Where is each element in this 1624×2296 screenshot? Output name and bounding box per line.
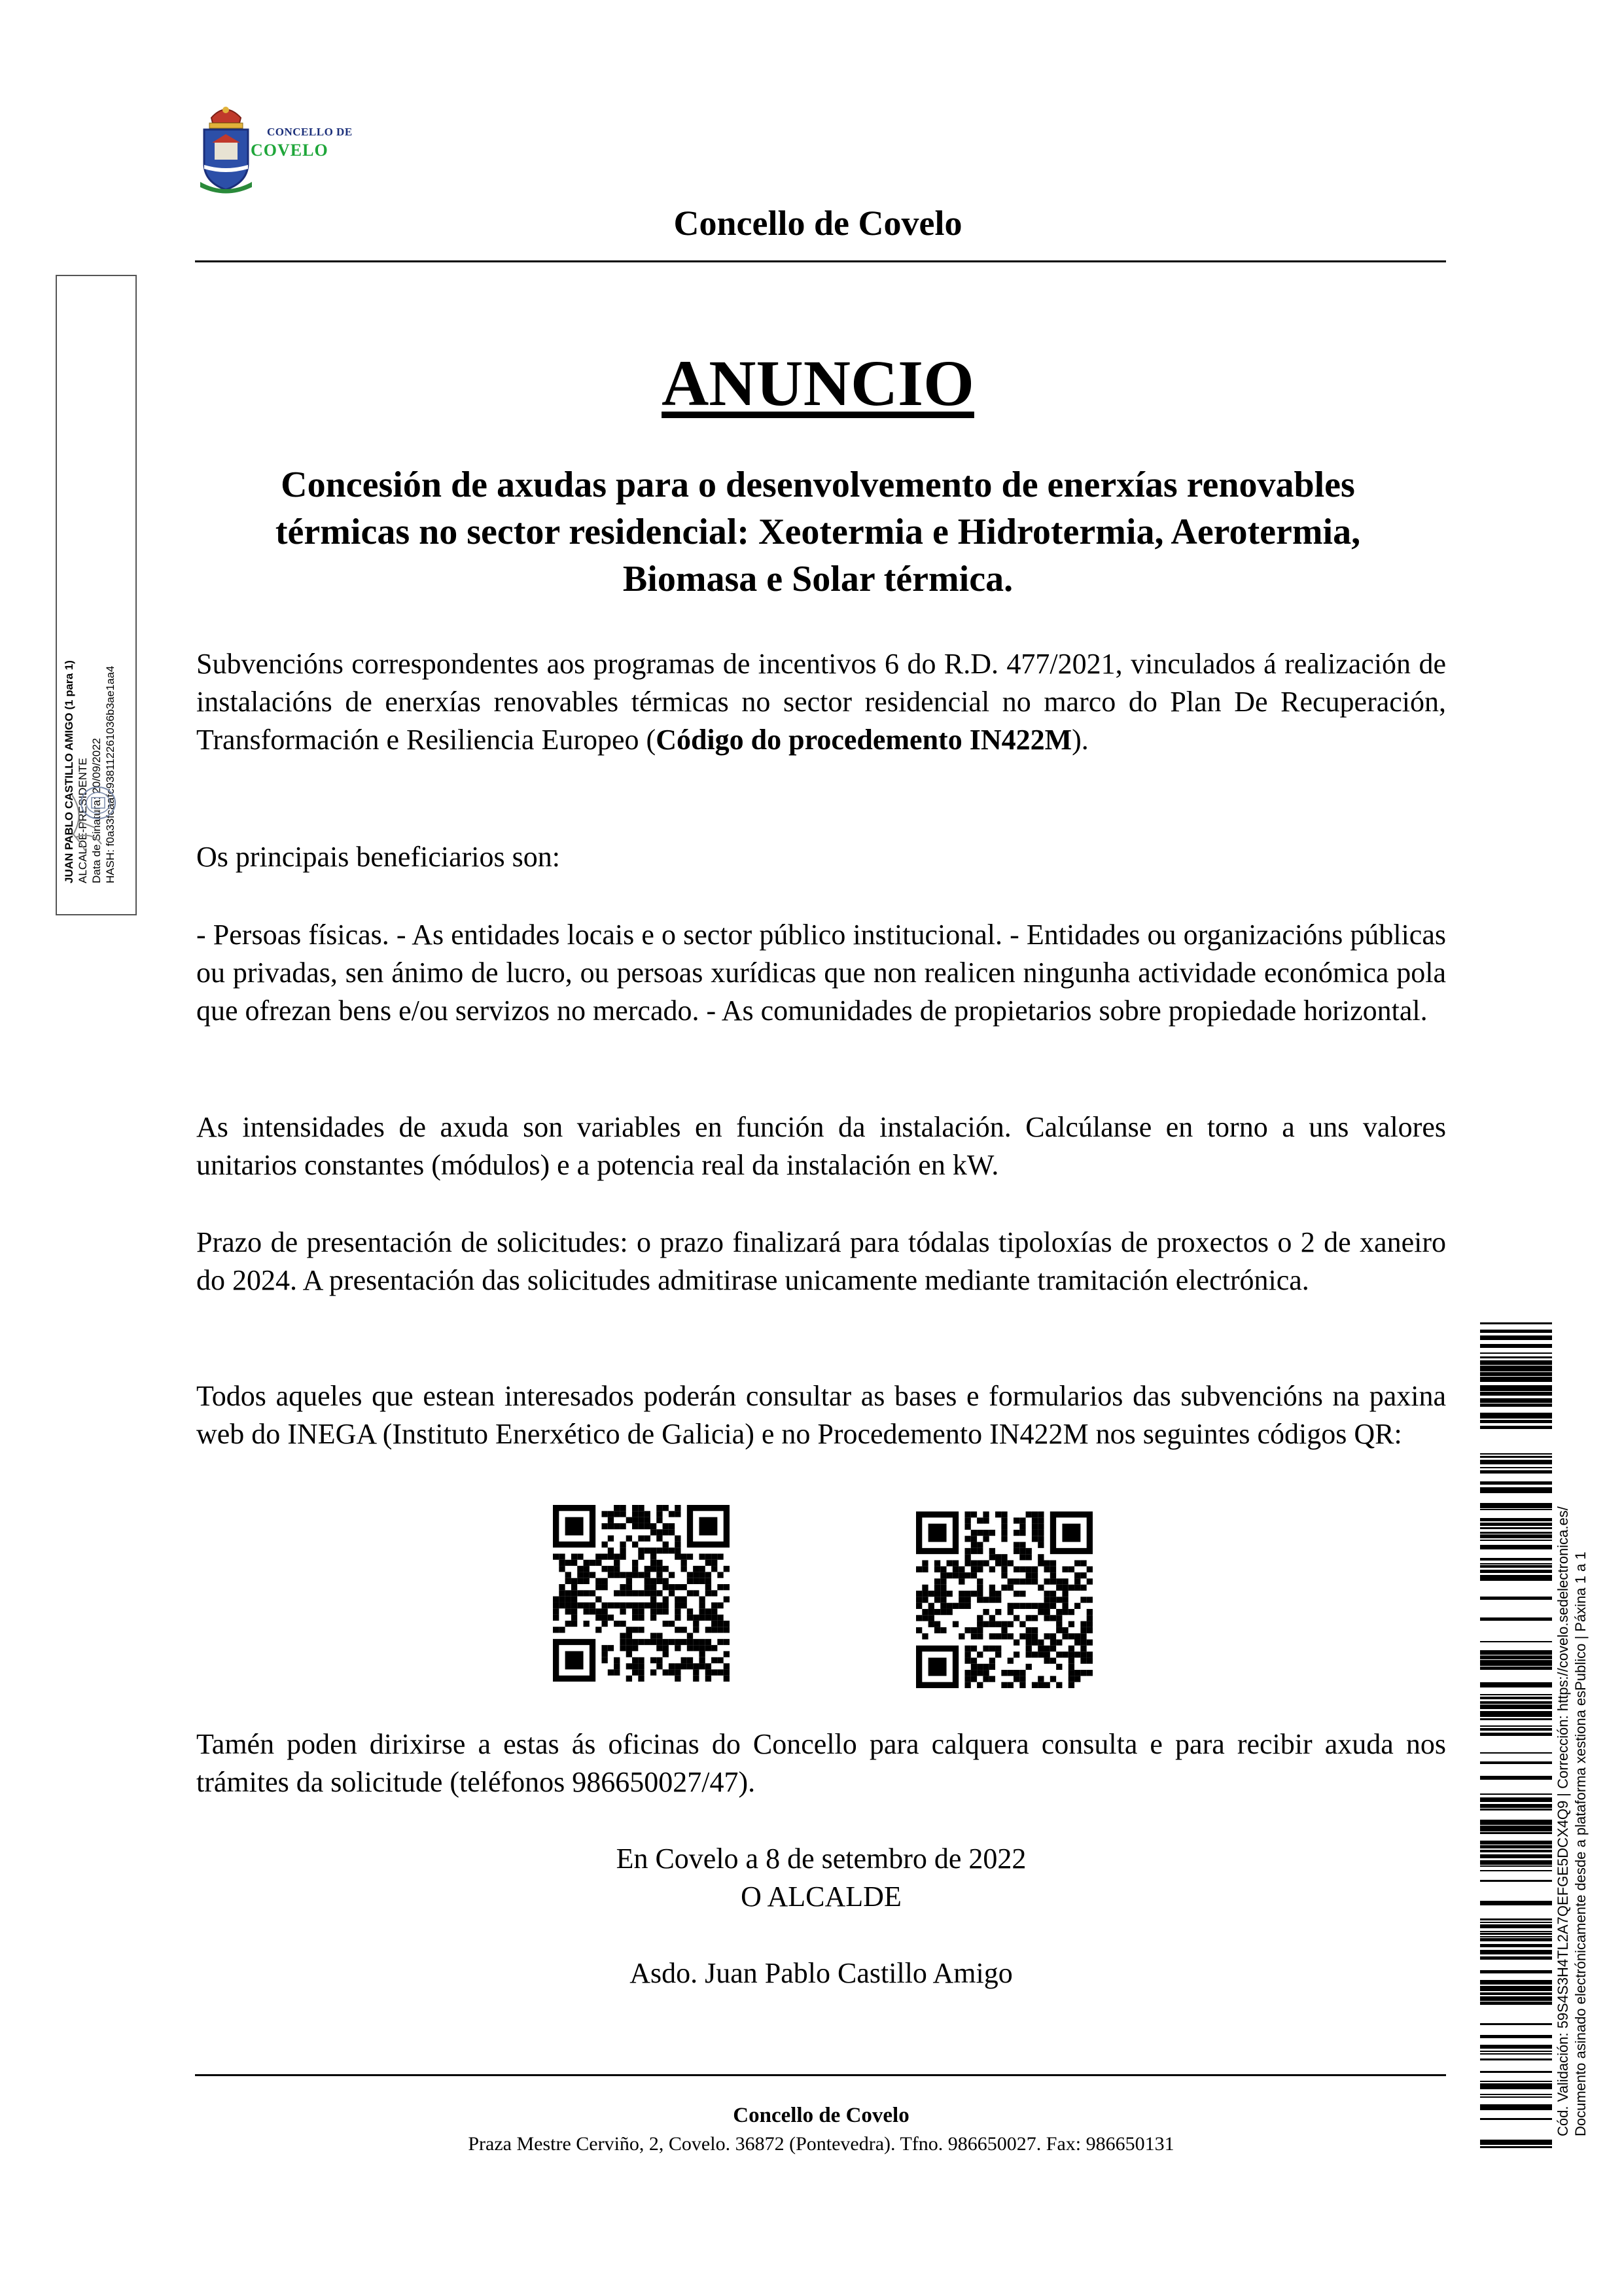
stamp-role: ALCALDE-PRESIDENTE bbox=[77, 758, 89, 883]
procedure-code: Código do procedemento IN422M bbox=[656, 724, 1072, 756]
validation-barcode-icon bbox=[1480, 1318, 1552, 2149]
stamp-date: Data de Sinatura: 20/09/2022 bbox=[90, 737, 103, 883]
paragraph-intensities: As intensidades de axuda son variables en función da instalación. Calcúlanse en torno a uns valores unitarios constantes (módulos) e a potencia real da instalación en kW. bbox=[196, 1111, 1446, 1181]
place-date: En Covelo a 8 de setembro de 2022 bbox=[616, 1843, 1027, 1875]
qr-code-procedure[interactable] bbox=[916, 1511, 1093, 1688]
intro-text: Subvencións correspondentes aos programas de incentivos 6 do R.D. 477/2021, vinculados á realización de instalacións de enerxías renovables térmicas no sector residencial no marco do Plan De Recuperación, Transformación e Resiliencia Europeo ( bbox=[196, 648, 1446, 756]
footer-name: Concello de Covelo bbox=[733, 2104, 909, 2127]
intro-end: ). bbox=[1072, 724, 1089, 756]
header-divider bbox=[195, 260, 1446, 262]
paragraph-deadline: Prazo de presentación de solicitudes: o prazo finalizará para tódalas tipoloxías de proxectos o 2 de xaneiro do 2024. A presentación das solicitudes admitirase unicamente mediante tramitación electrónica. bbox=[196, 1226, 1446, 1296]
paragraph-intro bbox=[196, 645, 1446, 759]
validation-text bbox=[1554, 1318, 1606, 2136]
footer-address: Praza Mestre Cerviño, 2, Covelo. 36872 (Pontevedra). Tfno. 986650027. Fax: 986650131 bbox=[468, 2133, 1174, 2155]
validation-line1: Cód. Validación: 59S4S3H4TL2A7QEFGE5DCX4Q9 | Corrección: https://covelo.sedelectronica.es/ bbox=[1555, 1506, 1571, 2136]
signer-role: O ALCALDE bbox=[741, 1881, 902, 1913]
concello-logo bbox=[195, 98, 365, 196]
logo-line1: CONCELLO DE bbox=[267, 126, 353, 138]
paragraph-contact: Tamén poden dirixirse a estas ás oficinas do Concello para calquera consulta e para recibir axuda nos trámites da solicitude (teléfonos 986650027/47). bbox=[196, 1728, 1446, 1798]
footer-divider bbox=[195, 2074, 1446, 2076]
paragraph-info: Todos aqueles que estean interesados poderán consultar as bases e formularios das subvencións na paxina web do INEGA (Instituto Enerxético de Galicia) e no Procedemento IN422M nos seguintes códigos QR: bbox=[196, 1380, 1446, 1450]
validation-line2: Documento asinado electrónicamente desde a plataforma xestiona esPublico | Páxina 1 a 1 bbox=[1572, 1551, 1589, 2136]
signature-line: Asdo. Juan Pablo Castillo Amigo bbox=[629, 1957, 1013, 1989]
coat-of-arms-icon bbox=[195, 98, 257, 196]
document-subject: Concesión de axudas para o desenvolvemento de enerxías renovables térmicas no sector residencial: Xeotermia e Hidrotermia, Aerotermia, Biomasa e Solar térmica. bbox=[275, 465, 1361, 599]
paragraph-beneficiaries-heading: Os principais beneficiarios son: bbox=[196, 841, 560, 873]
stamp-signer: JUAN PABLO CASTILLO AMIGO (1 para 1) bbox=[63, 660, 75, 883]
stamp-hash: HASH: f0a33fcaafc938112261036b3ae1aa4 bbox=[104, 665, 116, 883]
signature-seal-icon bbox=[65, 782, 119, 854]
header-title: Concello de Covelo bbox=[673, 203, 962, 243]
logo-line2: COVELO bbox=[251, 141, 328, 160]
paragraph-beneficiaries: - Persoas físicas. - As entidades locais e o sector público institucional. - Entidades ou organizacións públicas ou privadas, sen ánimo de lucro, ou persoas xurídicas que non realicen ningunha actividade económica pola que ofrezan bens e/ou servizos no mercado. - As comunidades de propietarios sobre propiedade horizontal. bbox=[196, 919, 1446, 1027]
qr-code-inega[interactable] bbox=[553, 1505, 730, 1682]
document-title: ANUNCIO bbox=[662, 347, 974, 419]
